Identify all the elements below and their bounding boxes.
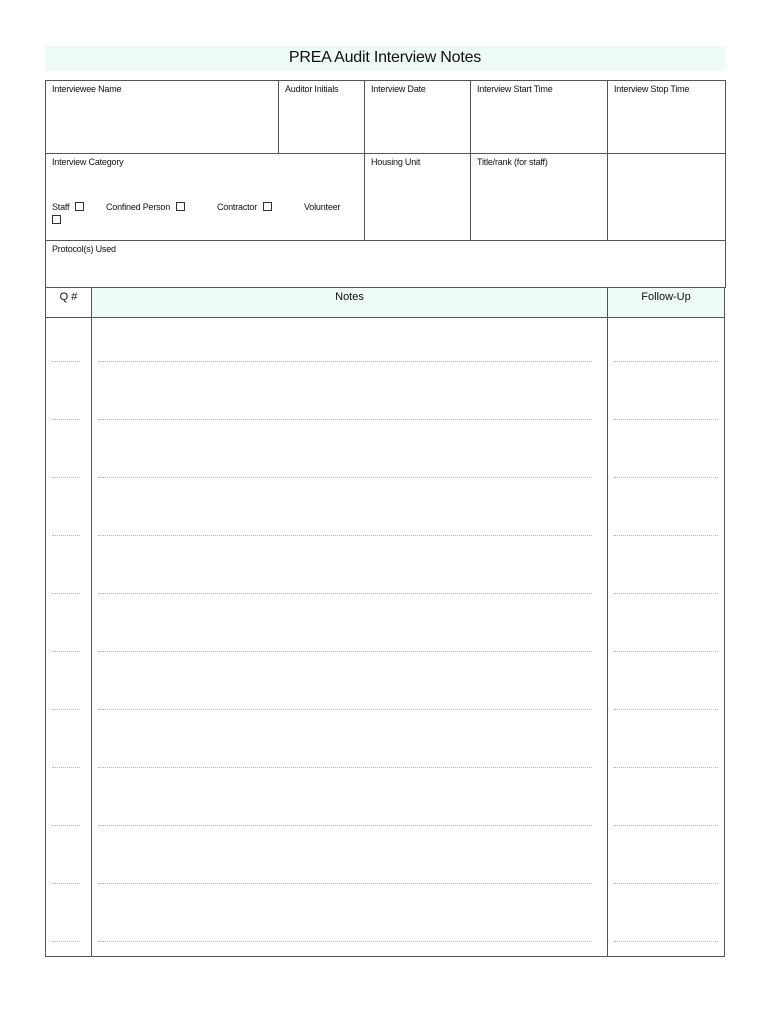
- notes-line[interactable]: [98, 535, 592, 536]
- q-number-line[interactable]: [52, 709, 80, 710]
- followup-line[interactable]: [614, 883, 718, 884]
- notes-table-header: [46, 288, 724, 318]
- housing-unit-label: Housing Unit: [371, 157, 421, 167]
- interview-start-time-field[interactable]: [471, 81, 608, 154]
- option-contractor-label: Contractor: [217, 202, 258, 212]
- notes-line[interactable]: [98, 477, 592, 478]
- form-title: PREA Audit Interview Notes: [45, 46, 725, 70]
- followup-line[interactable]: [614, 593, 718, 594]
- column-divider-q: [91, 288, 92, 956]
- interview-category-field: [46, 154, 365, 241]
- q-number-header: Q #: [46, 288, 91, 317]
- followup-line[interactable]: [614, 651, 718, 652]
- title-rank-field[interactable]: [471, 154, 608, 241]
- notes-header: Notes: [92, 288, 607, 317]
- interview-date-label: Interview Date: [371, 84, 426, 94]
- q-number-line[interactable]: [52, 651, 80, 652]
- option-staff: [52, 202, 84, 212]
- q-number-line[interactable]: [52, 941, 80, 942]
- title-rank-label: Title/rank (for staff): [477, 157, 548, 167]
- followup-line[interactable]: [614, 535, 718, 536]
- q-number-line[interactable]: [52, 419, 80, 420]
- housing-unit-field[interactable]: [365, 154, 471, 241]
- protocols-used-field[interactable]: [46, 241, 726, 288]
- volunteer-checkbox-wrap: [46, 215, 61, 225]
- notes-table: [45, 287, 725, 957]
- interviewee-name-field[interactable]: [46, 81, 279, 154]
- notes-line[interactable]: [98, 361, 592, 362]
- option-confined-person: [106, 202, 185, 212]
- notes-line[interactable]: [98, 941, 592, 942]
- category-options: [52, 202, 358, 228]
- followup-header: Follow-Up: [608, 288, 724, 317]
- volunteer-checkbox[interactable]: [52, 215, 61, 224]
- followup-line[interactable]: [614, 825, 718, 826]
- option-volunteer-label: Volunteer: [304, 202, 341, 212]
- header-info-table: [45, 80, 726, 288]
- interview-category-label: Interview Category: [52, 157, 124, 167]
- auditor-initials-field[interactable]: [279, 81, 365, 154]
- staff-checkbox[interactable]: [75, 202, 84, 211]
- confined-person-checkbox[interactable]: [176, 202, 185, 211]
- q-number-line[interactable]: [52, 477, 80, 478]
- q-number-line[interactable]: [52, 535, 80, 536]
- column-divider-followup: [607, 288, 608, 956]
- notes-line[interactable]: [98, 593, 592, 594]
- followup-line[interactable]: [614, 941, 718, 942]
- q-number-line[interactable]: [52, 767, 80, 768]
- notes-line[interactable]: [98, 651, 592, 652]
- option-staff-label: Staff: [52, 202, 70, 212]
- q-number-line[interactable]: [52, 883, 80, 884]
- auditor-initials-label: Auditor Initials: [285, 84, 339, 94]
- blank-field[interactable]: [608, 154, 726, 241]
- option-confined-person-label: Confined Person: [106, 202, 171, 212]
- notes-line[interactable]: [98, 767, 592, 768]
- q-number-line[interactable]: [52, 361, 80, 362]
- interviewee-name-label: Interviewee Name: [52, 84, 122, 94]
- followup-line[interactable]: [614, 419, 718, 420]
- protocols-used-label: Protocol(s) Used: [52, 244, 116, 254]
- followup-line[interactable]: [614, 361, 718, 362]
- notes-line[interactable]: [98, 825, 592, 826]
- q-number-line[interactable]: [52, 593, 80, 594]
- followup-line[interactable]: [614, 767, 718, 768]
- notes-line[interactable]: [98, 883, 592, 884]
- notes-line[interactable]: [98, 709, 592, 710]
- contractor-checkbox[interactable]: [263, 202, 272, 211]
- notes-line[interactable]: [98, 419, 592, 420]
- interview-date-field[interactable]: [365, 81, 471, 154]
- option-volunteer: [304, 202, 340, 212]
- followup-line[interactable]: [614, 477, 718, 478]
- followup-line[interactable]: [614, 709, 718, 710]
- q-number-line[interactable]: [52, 825, 80, 826]
- interview-start-time-label: Interview Start Time: [477, 84, 553, 94]
- option-contractor: [217, 202, 272, 212]
- interview-stop-time-label: Interview Stop Time: [614, 84, 690, 94]
- interview-stop-time-field[interactable]: [608, 81, 726, 154]
